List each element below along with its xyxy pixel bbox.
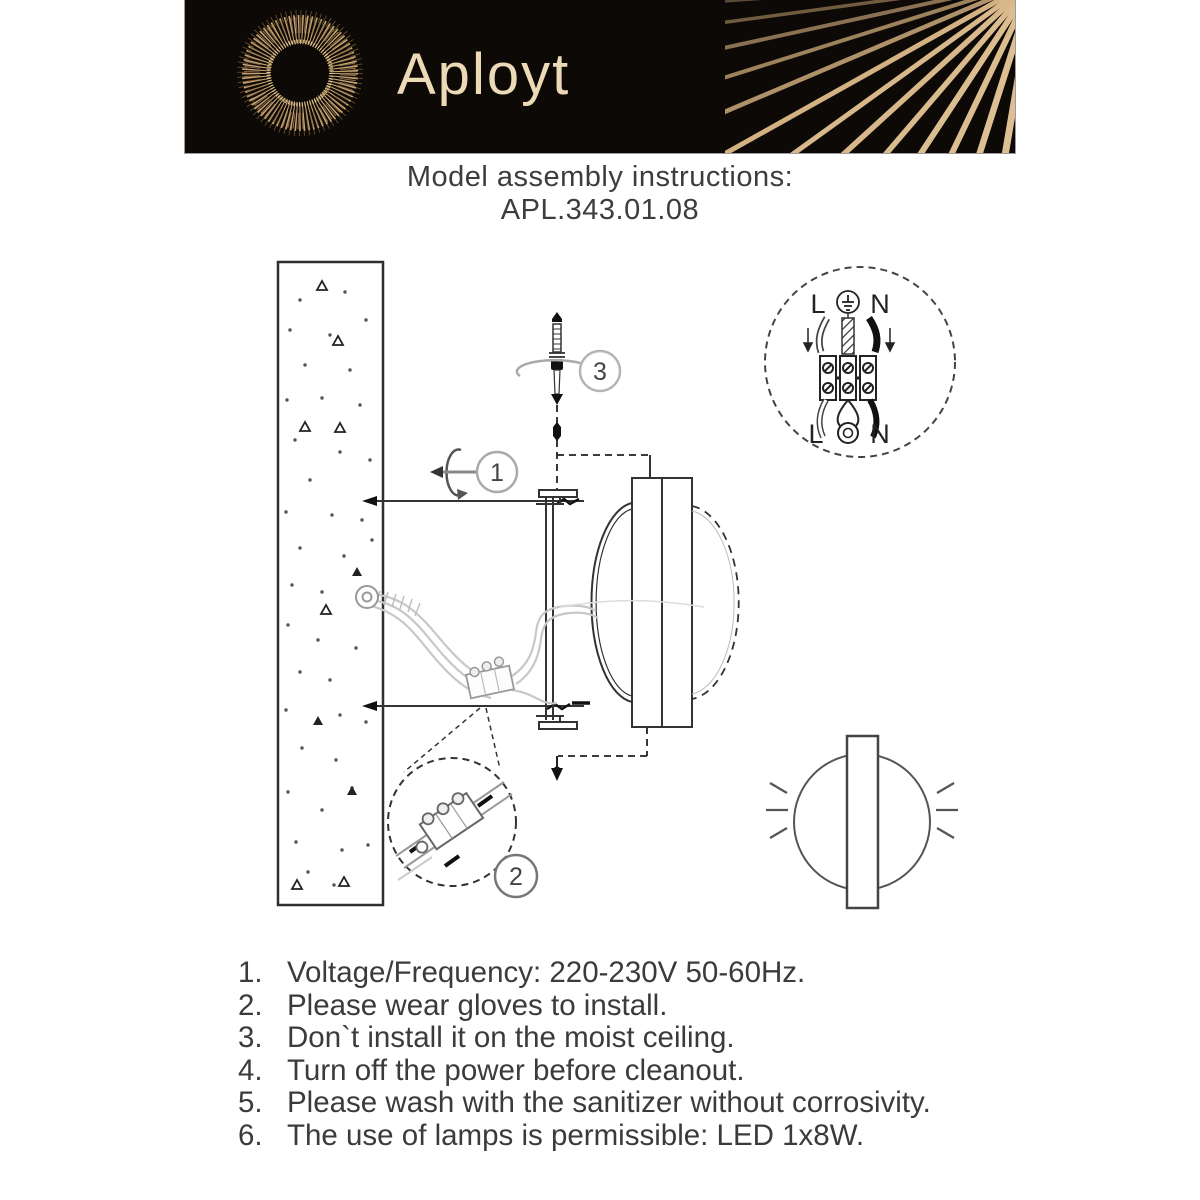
bottom-screw-pin [551, 756, 563, 781]
svg-text:2: 2 [509, 863, 523, 891]
wall-bracket [536, 490, 577, 729]
list-item [238, 1120, 1048, 1153]
wall-cross-section [278, 262, 383, 905]
instructions-list [238, 957, 1048, 1152]
item-text: Don`t install it on the moist ceiling. [287, 1021, 735, 1054]
svg-text:N: N [870, 419, 890, 449]
lamp-front-view [766, 736, 958, 908]
wiring-detail-circle [765, 267, 955, 457]
list-item [238, 1087, 1048, 1120]
list-item [238, 1055, 1048, 1088]
item-text: Turn off the power before cleanout. [287, 1053, 745, 1087]
title-line1: Model assembly instructions: [406, 161, 794, 193]
list-item [238, 1022, 1048, 1055]
connector-pin [553, 422, 561, 441]
brand-name: Aployt [397, 41, 571, 107]
item-text: The use of lamps is permissible: LED 1x8W. [287, 1118, 865, 1152]
item-number: 5. [238, 1086, 263, 1119]
svg-text:3: 3 [593, 358, 607, 386]
item-text: Voltage/Frequency: 220-230V 50-60Hz. [287, 956, 806, 989]
svg-text:L: L [810, 289, 826, 319]
item-number: 1. [238, 956, 263, 989]
callout-2 [495, 855, 537, 897]
svg-text:L: L [808, 419, 824, 449]
model-number: APL.343.01.08 [500, 194, 700, 226]
item-number: 2. [238, 988, 263, 1022]
magnifier-detail [388, 708, 516, 886]
callout-3 [580, 351, 620, 391]
item-text: Please wash with the sanitizer without corrosivity. [287, 1086, 931, 1119]
svg-text:1: 1 [490, 459, 504, 487]
item-number: 4. [238, 1053, 263, 1087]
item-number: 6. [238, 1118, 263, 1152]
terminal-strip [820, 356, 876, 400]
item-text: Please wear gloves to install. [287, 988, 668, 1022]
svg-text:N: N [870, 289, 890, 319]
terminal-block [464, 655, 514, 698]
wall-anchor [356, 586, 378, 608]
callout-1 [430, 450, 517, 500]
list-item [238, 957, 1048, 990]
item-number: 3. [238, 1021, 263, 1054]
list-item [238, 990, 1048, 1023]
